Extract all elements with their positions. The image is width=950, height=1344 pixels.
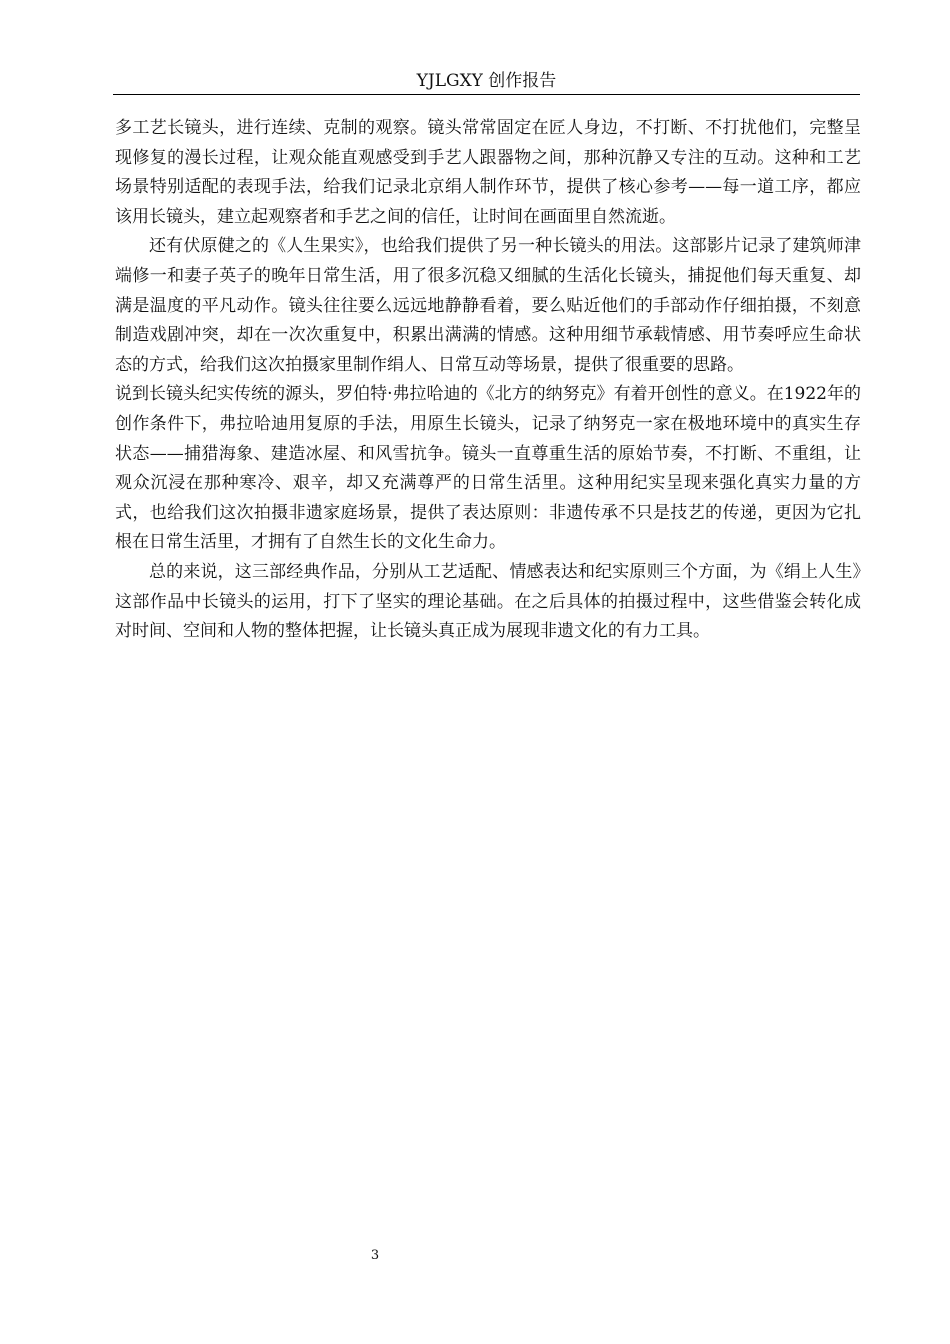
page-number: 3 xyxy=(370,1248,380,1263)
paragraph-craft-long-take: 多工艺长镜头，进行连续、克制的观察。镜头常常固定在匠人身边，不打断、不打扰他们，完整呈现修复的漫长过程，让观众能直观感受到手艺人跟器物之间，那种沉静又专注的互动。这种和工艺场景特别适配的表现手法，给我们记录北京绢人制作环节，提供了核心参考——每一道工序，都应该用长镜头，建立起观察者和手艺之间的信任，让时间在画面里自然流逝。 xyxy=(115,118,861,227)
paragraph-conclusion: 总的来说，这三部经典作品，分别从工艺适配、情感表达和纪实原则三个方面，为《绢上人生》这部作品中长镜头的运用，打下了坚实的理论基础。在之后具体的拍摄过程中，这些借鉴会转化成对时间、空间和人物的整体把握，让长镜头真正成为展现非遗文化的有力工具。 xyxy=(115,561,861,642)
paragraph-life-is-fruity: 还有伏原健之的《人生果实》，也给我们提供了另一种长镜头的用法。这部影片记录了建筑师津端修一和妻子英子的晚年日常生活，用了很多沉稳又细腻的生活化长镜头，捕捉他们每天重复、却满是温度的平凡动作。镜头往往要么远远地静静看着，要么贴近他们的手部动作仔细拍摄，不刻意制造戏剧冲突，却在一次次重复中，积累出满满的情感。这种用细节承载情感、用节奏呼应生命状态的方式，给我们这次拍摄家里制作绢人、日常互动等场景，提供了很重要的思路。 xyxy=(115,236,861,375)
paragraph-nanook-of-the-north: 说到长镜头纪实传统的源头，罗伯特·弗拉哈迪的《北方的纳努克》有着开创性的意义。在1922年的创作条件下，弗拉哈迪用复原的手法，用原生长镜头，记录了纳努克一家在极地环境中的真实生存状态——捕猎海象、建造冰屋、和风雪抗争。镜头一直尊重生活的原始节奏，不打断、不重组，让观众沉浸在那种寒冷、艰辛，却又充满尊严的日常生活里。这种用纪实呈现来强化真实力量的方式，也给我们这次拍摄非遗家庭场景，提供了表达原则：非遗传承不只是技艺的传递，更因为它扎根在日常生活里，才拥有了自然生长的文化生命力。 xyxy=(115,384,861,553)
header-title: YJLGXY 创作报告 xyxy=(416,71,557,91)
page-header xyxy=(113,68,860,95)
report-body xyxy=(115,114,861,647)
